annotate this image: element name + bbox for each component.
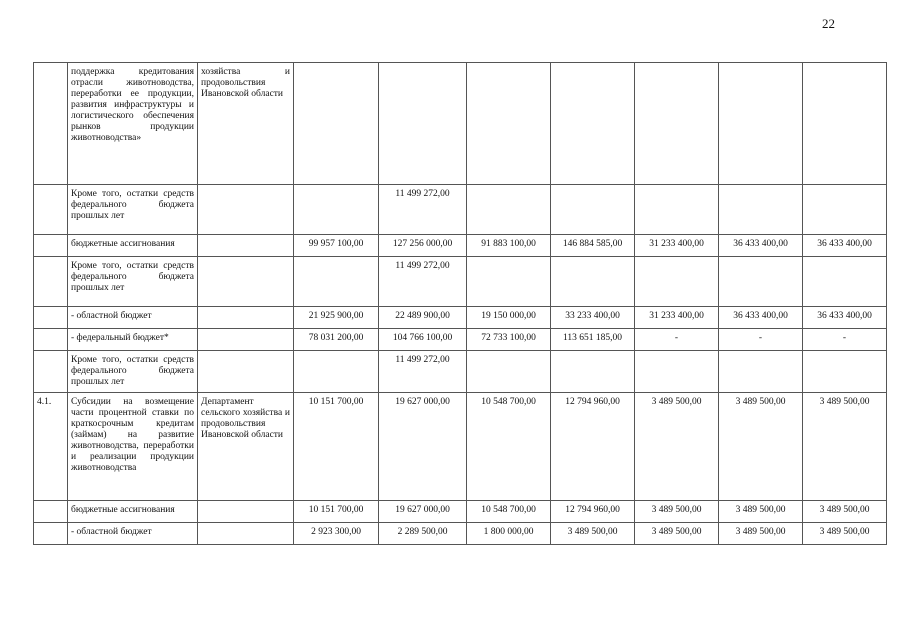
amount-cell: 3 489 500,00 xyxy=(803,393,887,501)
amount-cell: 11 499 272,00 xyxy=(379,351,467,393)
amount-cell: 33 233 400,00 xyxy=(551,307,635,329)
table-row xyxy=(34,307,887,329)
amount-cell: 3 489 500,00 xyxy=(719,393,803,501)
amount-cell xyxy=(294,257,379,307)
amount-cell xyxy=(719,63,803,185)
amount-cell xyxy=(635,63,719,185)
amount-cell xyxy=(467,63,551,185)
amount-cell: 36 433 400,00 xyxy=(803,307,887,329)
amount-cell xyxy=(803,257,887,307)
executor-cell xyxy=(198,501,294,523)
amount-cell: 11 499 272,00 xyxy=(379,257,467,307)
row-number-cell xyxy=(34,235,68,257)
amount-cell: 3 489 500,00 xyxy=(635,523,719,545)
amount-cell xyxy=(294,351,379,393)
description-cell: Субсидии на возмещение части процентной ставки по краткосрочным кредитам (займам) на развитие животноводства, переработки и реализации продукции животноводства xyxy=(68,393,198,501)
amount-cell xyxy=(803,185,887,235)
amount-cell xyxy=(467,185,551,235)
amount-cell: 12 794 960,00 xyxy=(551,501,635,523)
amount-cell xyxy=(635,351,719,393)
table-row xyxy=(34,63,887,185)
amount-cell xyxy=(551,351,635,393)
amount-cell xyxy=(803,351,887,393)
amount-cell: - xyxy=(803,329,887,351)
amount-cell: 3 489 500,00 xyxy=(551,523,635,545)
row-number-cell xyxy=(34,257,68,307)
amount-cell xyxy=(294,185,379,235)
budget-table xyxy=(33,62,887,545)
amount-cell: - xyxy=(635,329,719,351)
amount-cell: 36 433 400,00 xyxy=(719,307,803,329)
table-row xyxy=(34,235,887,257)
amount-cell: 78 031 200,00 xyxy=(294,329,379,351)
table-row xyxy=(34,523,887,545)
amount-cell: 10 151 700,00 xyxy=(294,393,379,501)
executor-cell xyxy=(198,523,294,545)
amount-cell xyxy=(803,63,887,185)
amount-cell: 104 766 100,00 xyxy=(379,329,467,351)
table-row xyxy=(34,393,887,501)
amount-cell: 19 150 000,00 xyxy=(467,307,551,329)
description-cell: Кроме того, остатки средств федерального бюджета прошлых лет xyxy=(68,185,198,235)
amount-cell: 10 548 700,00 xyxy=(467,501,551,523)
budget-table-body xyxy=(34,63,887,545)
row-number-cell xyxy=(34,63,68,185)
amount-cell: 22 489 900,00 xyxy=(379,307,467,329)
table-row xyxy=(34,351,887,393)
row-number-cell xyxy=(34,523,68,545)
description-cell: поддержка кредитования отрасли животноводства, переработки ее продукции, развития инфраструктуры и логистического обеспечения рынков продукции животноводства» xyxy=(68,63,198,185)
row-number-cell xyxy=(34,501,68,523)
amount-cell: 3 489 500,00 xyxy=(635,393,719,501)
row-number-cell xyxy=(34,329,68,351)
amount-cell: 3 489 500,00 xyxy=(803,501,887,523)
description-cell: - областной бюджет xyxy=(68,307,198,329)
amount-cell xyxy=(719,185,803,235)
row-number-cell xyxy=(34,185,68,235)
amount-cell: 1 800 000,00 xyxy=(467,523,551,545)
page-number: 22 xyxy=(822,16,835,31)
amount-cell xyxy=(467,351,551,393)
row-number-cell xyxy=(34,307,68,329)
amount-cell xyxy=(467,257,551,307)
amount-cell: 36 433 400,00 xyxy=(803,235,887,257)
row-number-cell: 4.1. xyxy=(34,393,68,501)
table-row xyxy=(34,329,887,351)
executor-cell xyxy=(198,235,294,257)
executor-cell xyxy=(198,307,294,329)
amount-cell: 31 233 400,00 xyxy=(635,235,719,257)
description-cell: бюджетные ассигнования xyxy=(68,235,198,257)
amount-cell xyxy=(635,257,719,307)
executor-cell xyxy=(198,329,294,351)
executor-cell: хозяйства и продовольствия Ивановской области xyxy=(198,63,294,185)
amount-cell: 36 433 400,00 xyxy=(719,235,803,257)
table-row xyxy=(34,257,887,307)
amount-cell: 127 256 000,00 xyxy=(379,235,467,257)
row-number-cell xyxy=(34,351,68,393)
table-row xyxy=(34,185,887,235)
amount-cell: 31 233 400,00 xyxy=(635,307,719,329)
amount-cell: 72 733 100,00 xyxy=(467,329,551,351)
executor-cell xyxy=(198,185,294,235)
description-cell: Кроме того, остатки средств федерального бюджета прошлых лет xyxy=(68,257,198,307)
amount-cell xyxy=(551,257,635,307)
description-cell: - федеральный бюджет* xyxy=(68,329,198,351)
amount-cell: 2 923 300,00 xyxy=(294,523,379,545)
amount-cell: 91 883 100,00 xyxy=(467,235,551,257)
amount-cell xyxy=(719,351,803,393)
amount-cell: 19 627 000,00 xyxy=(379,501,467,523)
executor-cell xyxy=(198,351,294,393)
amount-cell: 99 957 100,00 xyxy=(294,235,379,257)
amount-cell: 3 489 500,00 xyxy=(719,523,803,545)
amount-cell xyxy=(635,185,719,235)
amount-cell: - xyxy=(719,329,803,351)
amount-cell: 3 489 500,00 xyxy=(803,523,887,545)
amount-cell: 12 794 960,00 xyxy=(551,393,635,501)
executor-cell: Департамент сельского хозяйства и продовольствия Ивановской области xyxy=(198,393,294,501)
amount-cell: 146 884 585,00 xyxy=(551,235,635,257)
amount-cell: 113 651 185,00 xyxy=(551,329,635,351)
description-cell: Кроме того, остатки средств федерального бюджета прошлых лет xyxy=(68,351,198,393)
amount-cell xyxy=(551,63,635,185)
amount-cell xyxy=(719,257,803,307)
amount-cell: 10 548 700,00 xyxy=(467,393,551,501)
amount-cell: 2 289 500,00 xyxy=(379,523,467,545)
amount-cell: 11 499 272,00 xyxy=(379,185,467,235)
amount-cell: 10 151 700,00 xyxy=(294,501,379,523)
amount-cell: 19 627 000,00 xyxy=(379,393,467,501)
amount-cell: 3 489 500,00 xyxy=(719,501,803,523)
table-row xyxy=(34,501,887,523)
description-cell: бюджетные ассигнования xyxy=(68,501,198,523)
amount-cell xyxy=(551,185,635,235)
amount-cell xyxy=(379,63,467,185)
executor-cell xyxy=(198,257,294,307)
amount-cell xyxy=(294,63,379,185)
amount-cell: 21 925 900,00 xyxy=(294,307,379,329)
description-cell: - областной бюджет xyxy=(68,523,198,545)
amount-cell: 3 489 500,00 xyxy=(635,501,719,523)
